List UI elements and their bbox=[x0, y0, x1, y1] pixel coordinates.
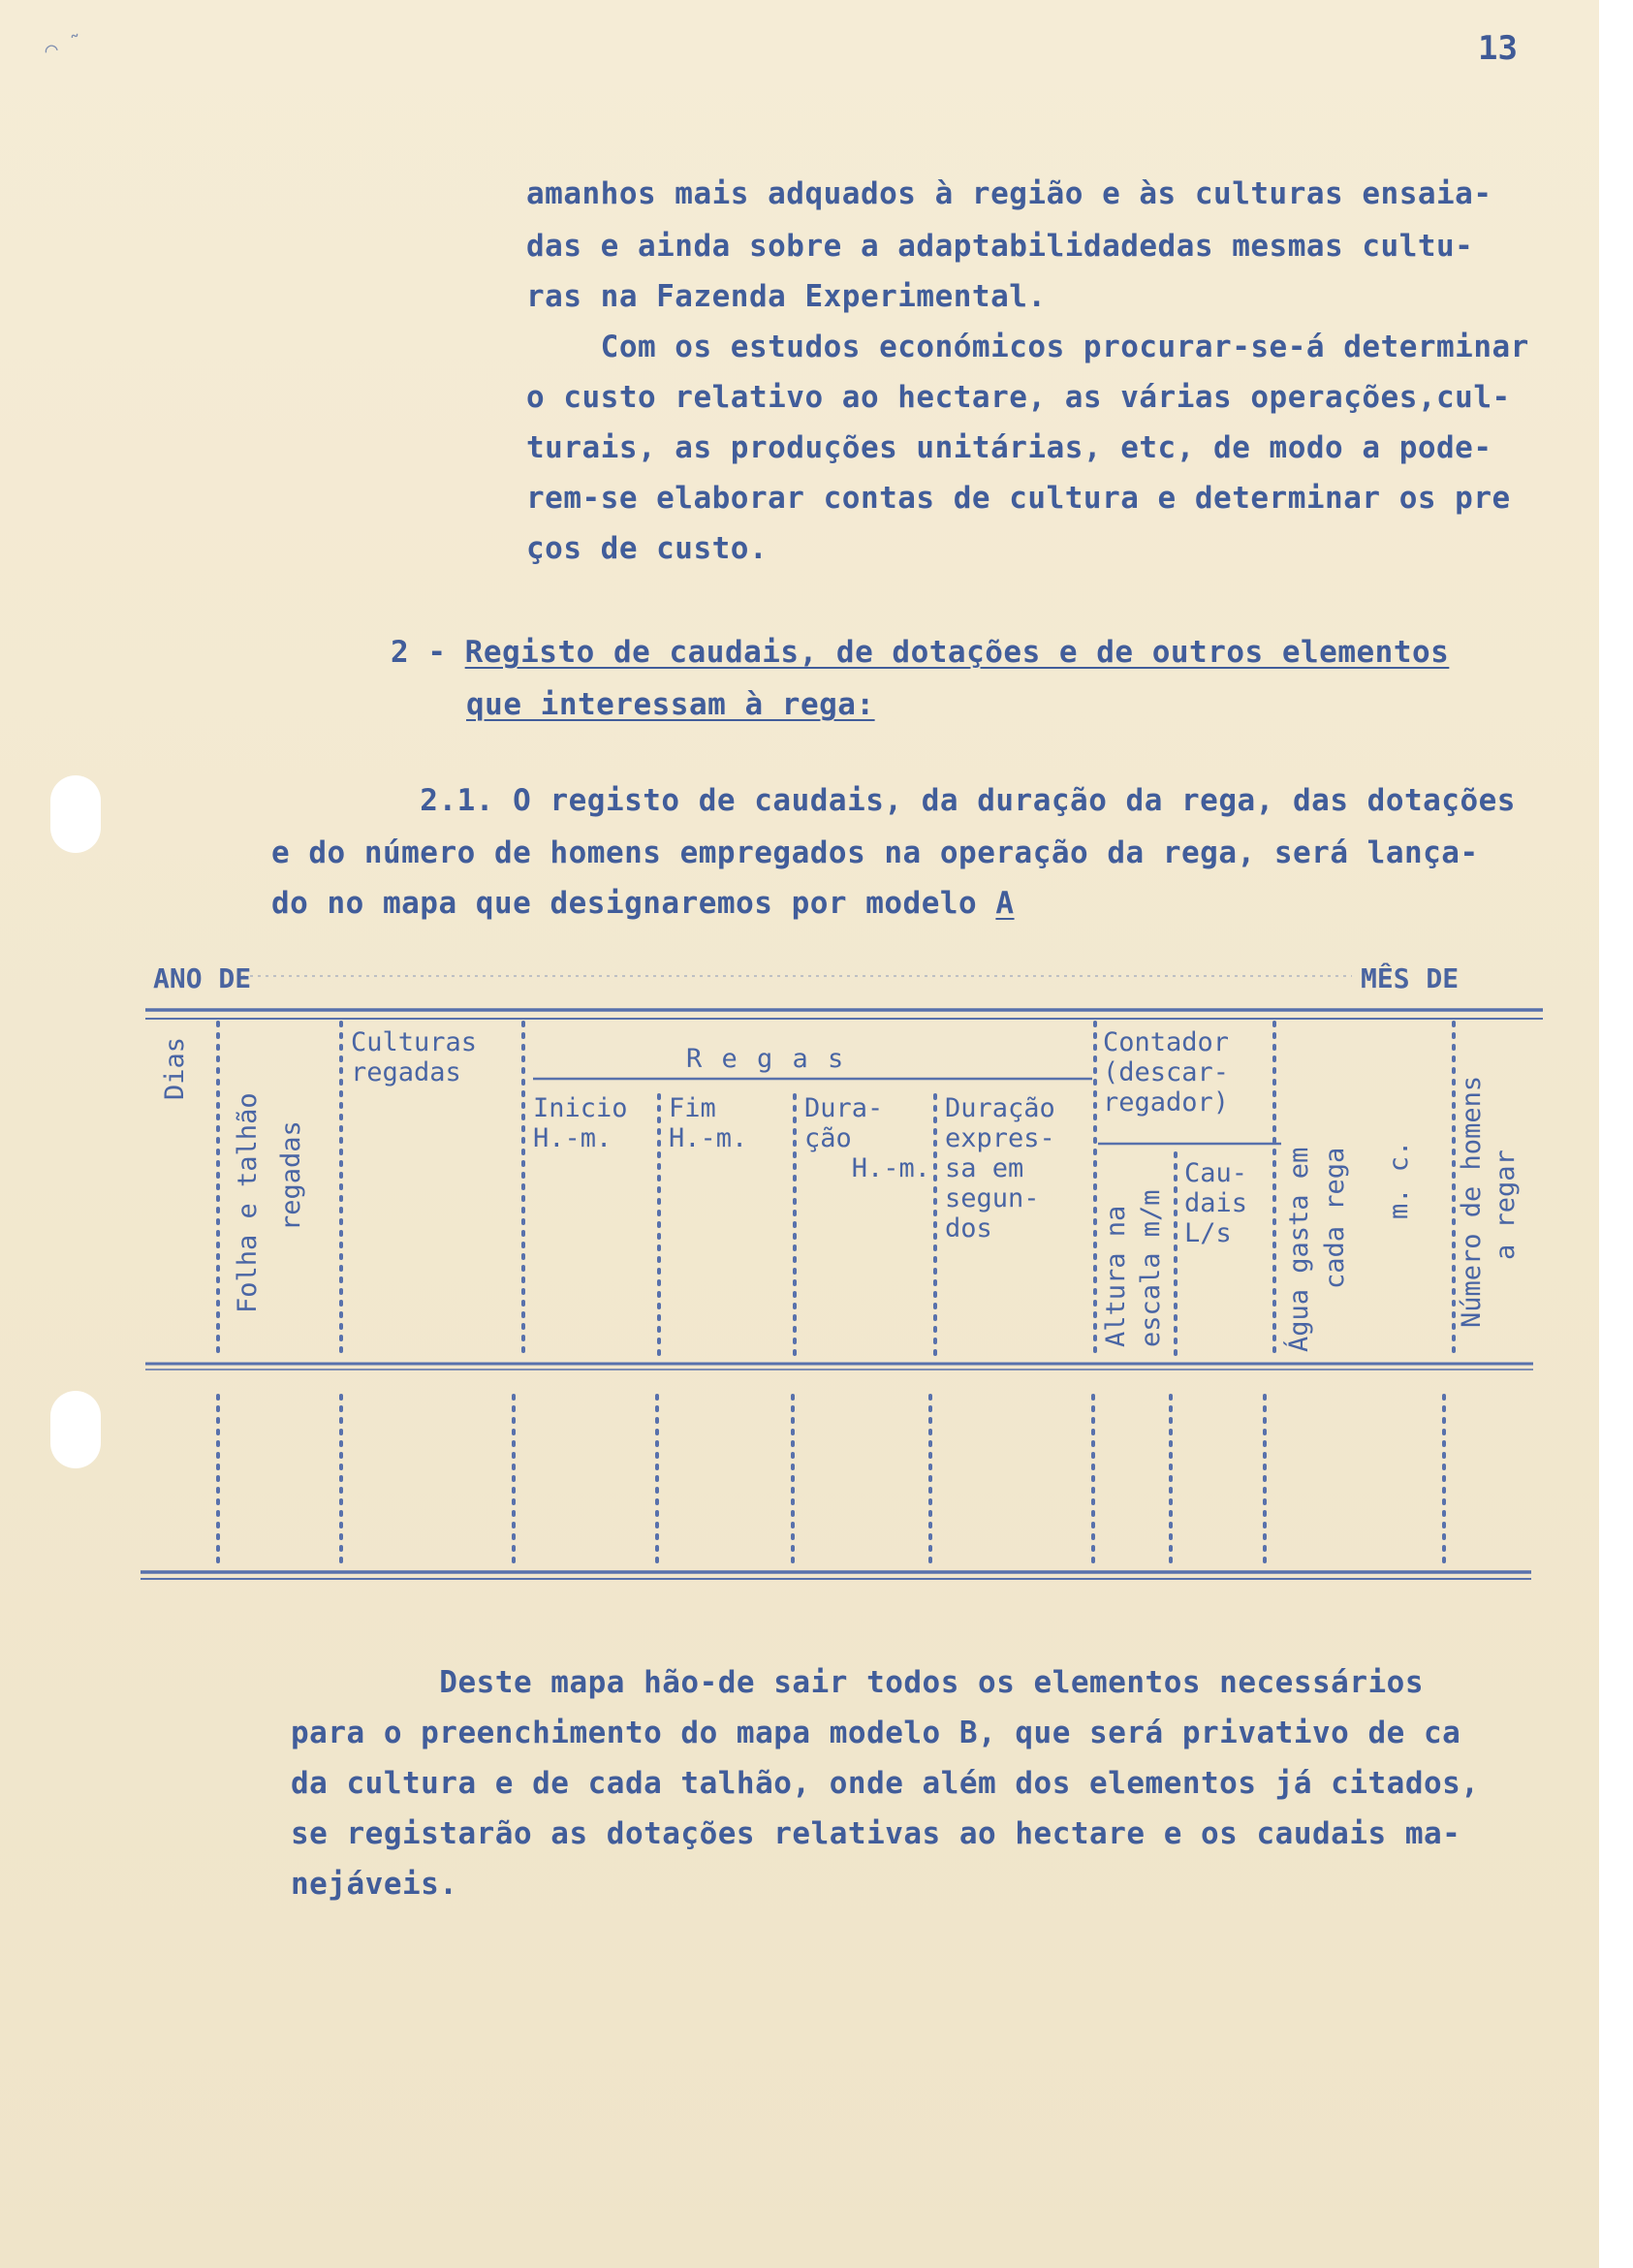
col-duracao-seg-header: Duração expres- sa em segun- dos bbox=[945, 1093, 1055, 1244]
contador-header: Contador (descar- regador) bbox=[1103, 1027, 1230, 1118]
text-line: ços de custo. bbox=[526, 531, 769, 566]
col-dias-header: Dias bbox=[160, 1036, 190, 1100]
col-inicio-header: Inicio H.-m. bbox=[533, 1093, 628, 1153]
col-mc-header: m. c. bbox=[1384, 1140, 1414, 1219]
page-number: 13 bbox=[1478, 29, 1518, 68]
text-line: da cultura e de cada talhão, onde além dos elementos já citados, bbox=[291, 1766, 1480, 1801]
section-number: 2 - bbox=[391, 635, 465, 670]
month-label: MÊS DE bbox=[1361, 962, 1460, 994]
col-escala-header: escala m/m bbox=[1136, 1189, 1166, 1347]
text-line: Deste mapa hão-de sair todos os elementos necessários bbox=[291, 1665, 1424, 1700]
text-line: das e ainda sobre a adaptabilidadedas mesmas cultu- bbox=[526, 229, 1474, 264]
section-title-cont: que interessam à rega: bbox=[466, 687, 875, 722]
text-line: turais, as produções unitárias, etc, de modo a pode- bbox=[526, 430, 1492, 465]
col-a-regar-header: a regar bbox=[1491, 1150, 1521, 1260]
text-line: do no mapa que designaremos por modelo A bbox=[271, 886, 1015, 921]
text-line: e do número de homens empregados na operação da rega, será lança- bbox=[271, 835, 1479, 870]
text-line: para o preenchimento do mapa modelo B, que será privativo de ca bbox=[291, 1716, 1461, 1750]
col-folha-header: Folha e talhão bbox=[233, 1092, 263, 1313]
text-line: rem-se elaborar contas de cultura e determinar os pre bbox=[526, 481, 1511, 516]
text-line: nejáveis. bbox=[291, 1867, 458, 1902]
corner-mark: ⌒ ˜ bbox=[42, 31, 85, 63]
modelo-letter: A bbox=[995, 886, 1015, 921]
text-line: se registarão as dotações relativas ao hectare e os caudais ma- bbox=[291, 1816, 1461, 1851]
col-agua-header: Água gasta em bbox=[1284, 1147, 1314, 1352]
col-caudais-header: Cau- dais L/s bbox=[1184, 1158, 1248, 1248]
text-line: 2.1. O registo de caudais, da duração da rega, das dotações bbox=[271, 783, 1516, 818]
col-duracao-header: Dura- ção H.-m. bbox=[804, 1093, 931, 1183]
col-fim-header: Fim H.-m. bbox=[669, 1093, 748, 1153]
text-line: Com os estudos económicos procurar-se-á determinar bbox=[526, 330, 1529, 364]
text-line: o custo relativo ao hectare, as várias operações,cul- bbox=[526, 380, 1511, 415]
col-regadas-header: regadas bbox=[276, 1120, 306, 1231]
col-numero-header: Número de homens bbox=[1457, 1075, 1487, 1328]
text-line: amanhos mais adquados à região e às culturas ensaia- bbox=[526, 176, 1492, 211]
regas-header: R e g a s bbox=[686, 1044, 846, 1074]
col-cada-rega-header: cada rega bbox=[1320, 1147, 1350, 1289]
col-altura-header: Altura na bbox=[1101, 1205, 1131, 1347]
section-title: Registo de caudais, de dotações e de outros elementos bbox=[464, 635, 1450, 670]
col-culturas-header: Culturas regadas bbox=[351, 1027, 478, 1087]
text-line: ras na Fazenda Experimental. bbox=[526, 279, 1047, 314]
year-label: ANO DE bbox=[153, 962, 252, 994]
